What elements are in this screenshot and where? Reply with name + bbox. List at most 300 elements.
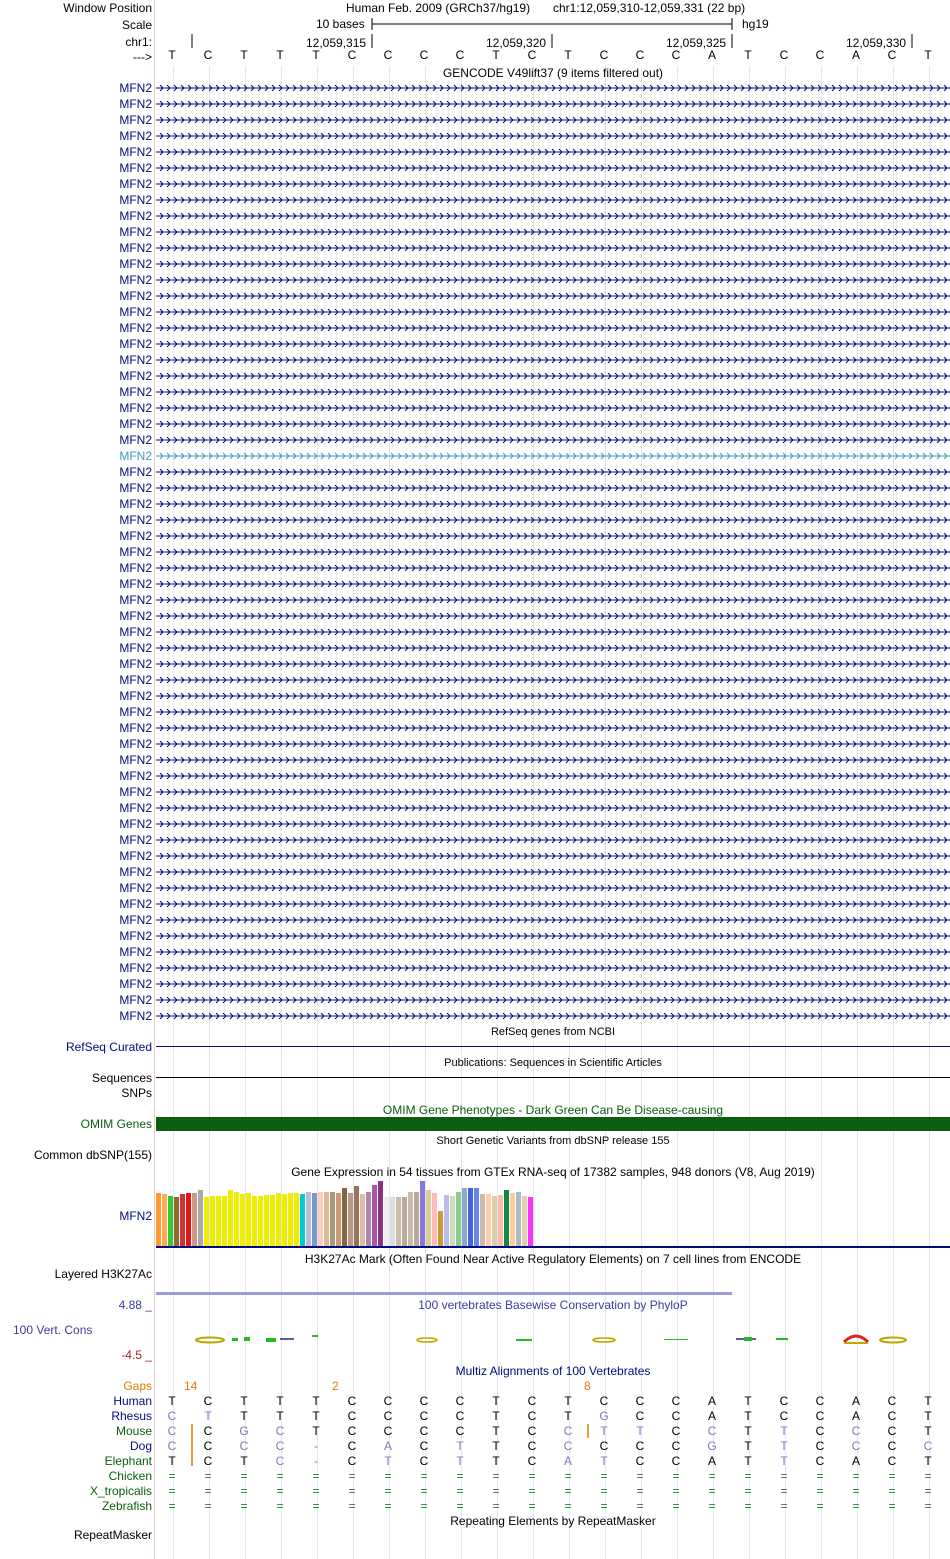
gencode-transcript-label[interactable]: MFN2 — [119, 321, 152, 335]
repeatmasker-label[interactable]: RepeatMasker — [73, 1528, 152, 1542]
alignment-base: C — [203, 1394, 213, 1408]
alignment-base: G — [599, 1409, 609, 1423]
alignment-base: A — [563, 1454, 572, 1468]
alignment-base: C — [671, 1409, 681, 1423]
alignment-base: T — [240, 1394, 248, 1408]
alignment-base: = — [240, 1469, 248, 1483]
alignment-base: = — [672, 1469, 680, 1483]
dna-base: C — [527, 48, 537, 62]
gencode-transcript-label[interactable]: MFN2 — [119, 337, 152, 351]
alignment-base: T — [492, 1424, 500, 1438]
alignment-base: T — [636, 1424, 644, 1438]
alignment-base: = — [564, 1469, 572, 1483]
alignment-base: T — [780, 1424, 788, 1438]
snps-label[interactable]: SNPs — [121, 1086, 152, 1100]
gencode-transcript-label[interactable]: MFN2 — [119, 721, 152, 735]
alignment-base: C — [635, 1409, 645, 1423]
alignment-base: C — [887, 1409, 897, 1423]
gencode-transcript-label[interactable]: MFN2 — [119, 801, 152, 815]
gencode-transcript-label[interactable]: MFN2 — [119, 689, 152, 703]
alignment-base: G — [707, 1439, 717, 1453]
alignment-base: C — [887, 1424, 897, 1438]
alignment-base: = — [816, 1499, 824, 1513]
gencode-transcript-label[interactable]: MFN2 — [119, 353, 152, 367]
refseq-track-title[interactable]: RefSeq genes from NCBI — [490, 1026, 616, 1038]
species-label[interactable]: X_tropicalis — [89, 1484, 152, 1498]
alignment-base: T — [384, 1454, 392, 1468]
alignment-base: = — [456, 1484, 464, 1498]
alignment-base: C — [635, 1439, 645, 1453]
alignment-base: C — [383, 1409, 393, 1423]
alignment-base: C — [887, 1394, 897, 1408]
alignment-base: = — [708, 1484, 716, 1498]
alignment-base: C — [599, 1394, 609, 1408]
alignment-base: = — [348, 1499, 356, 1513]
alignment-base: C — [167, 1439, 177, 1453]
gencode-transcript-label[interactable]: MFN2 — [119, 209, 152, 223]
alignment-base: T — [744, 1439, 752, 1453]
gencode-transcript-label[interactable]: MFN2 — [119, 289, 152, 303]
alignment-base: T — [492, 1439, 500, 1453]
alignment-base: C — [635, 1454, 645, 1468]
gencode-transcript-label[interactable]: MFN2 — [119, 225, 152, 239]
dna-base: C — [599, 48, 609, 62]
gencode-transcript-label[interactable]: MFN2 — [119, 177, 152, 191]
repeatmasker-track-title[interactable]: Repeating Elements by RepeatMasker — [450, 1514, 656, 1528]
alignment-base: = — [744, 1499, 752, 1513]
alignment-base: C — [815, 1424, 825, 1438]
gencode-transcript-label[interactable]: MFN2 — [119, 705, 152, 719]
alignment-base: C — [527, 1394, 537, 1408]
gencode-transcript-label[interactable]: MFN2 — [119, 145, 152, 159]
alignment-base: = — [708, 1469, 716, 1483]
alignment-base: C — [527, 1439, 537, 1453]
alignment-base: C — [455, 1394, 465, 1408]
alignment-base: T — [744, 1409, 752, 1423]
alignment-base: = — [276, 1484, 284, 1498]
refseq-label[interactable]: RefSeq Curated — [65, 1040, 152, 1054]
alignment-base: C — [563, 1424, 573, 1438]
alignment-base: = — [924, 1499, 932, 1513]
window-position-label: Window Position — [63, 1, 152, 15]
dbsnp-label[interactable]: Common dbSNP(155) — [33, 1148, 152, 1162]
alignment-base: T — [276, 1394, 284, 1408]
alignment-base: C — [779, 1394, 789, 1408]
gencode-transcript-label[interactable]: MFN2 — [119, 241, 152, 255]
gencode-transcript-label[interactable]: MFN2 — [119, 465, 152, 479]
alignment-base: T — [924, 1424, 932, 1438]
alignment-base: C — [203, 1454, 213, 1468]
alignment-base: = — [456, 1469, 464, 1483]
alignment-base: = — [780, 1469, 788, 1483]
gencode-transcript-label[interactable]: MFN2 — [119, 625, 152, 639]
alignment-base: = — [168, 1469, 176, 1483]
alignment-base: = — [852, 1469, 860, 1483]
alignment-base: = — [744, 1469, 752, 1483]
alignment-base: T — [780, 1439, 788, 1453]
alignment-base: = — [600, 1484, 608, 1498]
gencode-transcript-label[interactable]: MFN2 — [119, 561, 152, 575]
alignment-base: = — [924, 1469, 932, 1483]
alignment-base: = — [672, 1499, 680, 1513]
alignment-base: = — [852, 1499, 860, 1513]
alignment-base: T — [276, 1409, 284, 1423]
dna-base: C — [419, 48, 429, 62]
gencode-transcript-label[interactable]: MFN2 — [119, 673, 152, 687]
alignment-base: C — [347, 1454, 357, 1468]
gencode-transcript-label[interactable]: MFN2 — [119, 929, 152, 943]
species-label[interactable]: Dog — [129, 1439, 152, 1453]
alignment-base: T — [456, 1439, 464, 1453]
alignment-base: = — [384, 1469, 392, 1483]
gencode-transcript-label[interactable]: MFN2 — [119, 897, 152, 911]
alignment-base: = — [888, 1484, 896, 1498]
gencode-transcript-label[interactable]: MFN2 — [119, 449, 152, 463]
alignment-base: C — [275, 1424, 285, 1438]
alignment-base: A — [851, 1409, 860, 1423]
gap-count: 14 — [184, 1379, 198, 1393]
gencode-transcript-label[interactable]: MFN2 — [119, 113, 152, 127]
gtex-track-title[interactable]: Gene Expression in 54 tissues from GTEx RNA-seq of 17382 samples, 948 donors (V8, Aug 2019) — [291, 1165, 815, 1179]
dna-base: C — [203, 48, 213, 62]
alignment-base: T — [492, 1454, 500, 1468]
dna-base: A — [851, 48, 860, 62]
alignment-base: = — [600, 1499, 608, 1513]
tick-label: 12,059,330 — [846, 36, 907, 50]
dna-base: T — [276, 48, 284, 62]
alignment-base: C — [815, 1394, 825, 1408]
gencode-transcript-label[interactable]: MFN2 — [119, 961, 152, 975]
db-name: hg19 — [742, 17, 769, 31]
position-range[interactable]: chr1:12,059,310-12,059,331 (22 bp) — [553, 1, 746, 15]
alignment-base: = — [924, 1484, 932, 1498]
gencode-transcript-label[interactable]: MFN2 — [119, 945, 152, 959]
alignment-base: C — [419, 1439, 429, 1453]
gap-count: 2 — [332, 1379, 339, 1393]
alignment-base: T — [924, 1454, 932, 1468]
gencode-transcript-label[interactable]: MFN2 — [119, 529, 152, 543]
alignment-base: = — [564, 1499, 572, 1513]
species-label[interactable]: Elephant — [104, 1454, 152, 1468]
alignment-base: = — [204, 1499, 212, 1513]
gencode-transcript-label[interactable]: MFN2 — [119, 753, 152, 767]
alignment-base: = — [168, 1484, 176, 1498]
alignment-base: = — [204, 1469, 212, 1483]
alignment-base: = — [816, 1469, 824, 1483]
alignment-base: = — [492, 1469, 500, 1483]
gencode-transcript-label[interactable]: MFN2 — [119, 481, 152, 495]
alignment-base: T — [168, 1454, 176, 1468]
alignment-base: T — [312, 1394, 320, 1408]
alignment-base: C — [815, 1454, 825, 1468]
alignment-base: C — [203, 1439, 213, 1453]
tick-label: 12,059,325 — [666, 36, 727, 50]
gencode-transcript-label[interactable]: MFN2 — [119, 193, 152, 207]
gencode-transcript-label[interactable]: MFN2 — [119, 865, 152, 879]
species-label[interactable]: Zebrafish — [101, 1499, 152, 1513]
alignment-base: C — [419, 1454, 429, 1468]
alignment-base: - — [314, 1454, 318, 1468]
alignment-base: C — [419, 1394, 429, 1408]
gencode-transcript-label[interactable]: MFN2 — [119, 273, 152, 287]
alignment-base: = — [888, 1469, 896, 1483]
alignment-base: = — [420, 1484, 428, 1498]
alignment-base: C — [671, 1454, 681, 1468]
gencode-transcript-label[interactable]: MFN2 — [119, 993, 152, 1007]
phylop-label[interactable]: 100 Vert. Cons — [13, 1323, 93, 1337]
scale-text: 10 bases — [316, 17, 365, 31]
alignment-base: C — [347, 1409, 357, 1423]
alignment-base: C — [779, 1409, 789, 1423]
gencode-track-title[interactable]: GENCODE V49lift37 (9 items filtered out) — [442, 66, 664, 80]
alignment-base: C — [707, 1424, 717, 1438]
dna-base: T — [924, 48, 932, 62]
alignment-base: C — [563, 1439, 573, 1453]
alignment-base: C — [419, 1424, 429, 1438]
alignment-base: C — [599, 1439, 609, 1453]
alignment-base: = — [312, 1469, 320, 1483]
alignment-base: G — [239, 1424, 249, 1438]
species-label[interactable]: Rhesus — [111, 1409, 152, 1423]
alignment-base: = — [276, 1469, 284, 1483]
gencode-transcript-label[interactable]: MFN2 — [119, 657, 152, 671]
alignment-base: = — [240, 1499, 248, 1513]
alignment-base: = — [348, 1469, 356, 1483]
alignment-base: C — [239, 1439, 249, 1453]
alignment-base: = — [312, 1484, 320, 1498]
gencode-transcript-label[interactable]: MFN2 — [119, 785, 152, 799]
alignment-base: = — [636, 1469, 644, 1483]
gencode-transcript-label[interactable]: MFN2 — [119, 577, 152, 591]
alignment-base: T — [312, 1424, 320, 1438]
chrom-label: chr1: — [125, 35, 152, 49]
alignment-base: = — [708, 1499, 716, 1513]
species-label[interactable]: Human — [113, 1394, 152, 1408]
alignment-base: = — [780, 1499, 788, 1513]
alignment-base: = — [420, 1499, 428, 1513]
alignment-base: = — [600, 1469, 608, 1483]
gencode-transcript-label[interactable]: MFN2 — [119, 849, 152, 863]
alignment-base: = — [384, 1499, 392, 1513]
alignment-base: C — [887, 1454, 897, 1468]
gaps-label: Gaps — [123, 1379, 152, 1393]
alignment-base: = — [636, 1499, 644, 1513]
alignment-base: = — [312, 1499, 320, 1513]
publications-track-title[interactable]: Publications: Sequences in Scientific Articles — [444, 1057, 662, 1069]
gencode-transcript-label[interactable]: MFN2 — [119, 161, 152, 175]
gencode-transcript-label[interactable]: MFN2 — [119, 257, 152, 271]
scale-label: Scale — [121, 18, 152, 32]
alignment-base: C — [203, 1424, 213, 1438]
species-label[interactable]: Mouse — [115, 1424, 152, 1438]
alignment-base: T — [600, 1424, 608, 1438]
alignment-base: C — [527, 1424, 537, 1438]
alignment-base: C — [383, 1424, 393, 1438]
alignment-base: = — [528, 1469, 536, 1483]
alignment-base: C — [347, 1439, 357, 1453]
gencode-transcript-label[interactable]: MFN2 — [119, 737, 152, 751]
dna-base: C — [779, 48, 789, 62]
alignment-base: C — [851, 1439, 861, 1453]
omim-track-title[interactable]: OMIM Gene Phenotypes - Dark Green Can Be Disease-causing — [382, 1103, 724, 1117]
alignment-base: C — [419, 1409, 429, 1423]
alignment-base: = — [672, 1484, 680, 1498]
alignment-base: A — [707, 1454, 716, 1468]
phylop-track-title[interactable]: 100 vertebrates Basewise Conservation by PhyloP — [418, 1298, 688, 1312]
alignment-base: = — [528, 1499, 536, 1513]
alignment-base: C — [347, 1394, 357, 1408]
alignment-base: C — [383, 1394, 393, 1408]
gencode-transcript-label[interactable]: MFN2 — [119, 497, 152, 511]
gencode-transcript-label[interactable]: MFN2 — [119, 881, 152, 895]
alignment-base: C — [455, 1424, 465, 1438]
alignment-base: T — [240, 1409, 248, 1423]
gencode-transcript-label[interactable]: MFN2 — [119, 545, 152, 559]
alignment-base: T — [564, 1409, 572, 1423]
alignment-base: T — [600, 1454, 608, 1468]
alignment-base: C — [815, 1409, 825, 1423]
dna-base: T — [744, 48, 752, 62]
gencode-transcript-label[interactable]: MFN2 — [119, 513, 152, 527]
alignment-base: = — [384, 1484, 392, 1498]
alignment-base: C — [851, 1424, 861, 1438]
alignment-base: A — [851, 1394, 860, 1408]
gap-count: 8 — [584, 1379, 591, 1393]
gencode-transcript-label[interactable]: MFN2 — [119, 1009, 152, 1023]
gencode-transcript-label[interactable]: MFN2 — [119, 433, 152, 447]
alignment-base: C — [671, 1439, 681, 1453]
gencode-transcript-label[interactable]: MFN2 — [119, 129, 152, 143]
omim-label[interactable]: OMIM Genes — [80, 1117, 152, 1131]
dna-base: C — [815, 48, 825, 62]
alignment-base: T — [924, 1394, 932, 1408]
alignment-base: C — [167, 1409, 177, 1423]
alignment-base: = — [564, 1484, 572, 1498]
alignment-base: T — [744, 1424, 752, 1438]
strand-label: ---> — [133, 50, 152, 64]
alignment-base: = — [492, 1499, 500, 1513]
gencode-transcript-label[interactable]: MFN2 — [119, 977, 152, 991]
dna-base: C — [635, 48, 645, 62]
alignment-base: = — [492, 1484, 500, 1498]
dna-base: C — [347, 48, 357, 62]
h3k27ac-track-title[interactable]: H3K27Ac Mark (Often Found Near Active Regulatory Elements) on 7 cell lines from ENCODE — [304, 1252, 802, 1266]
gtex-label[interactable]: MFN2 — [119, 1209, 152, 1223]
alignment-base: C — [275, 1454, 285, 1468]
alignment-base: T — [312, 1409, 320, 1423]
alignment-base: = — [816, 1484, 824, 1498]
gencode-transcript-label[interactable]: MFN2 — [119, 385, 152, 399]
alignment-base: = — [852, 1484, 860, 1498]
alignment-base: = — [888, 1499, 896, 1513]
dna-base: C — [671, 48, 681, 62]
gencode-transcript-label[interactable]: MFN2 — [119, 913, 152, 927]
multiz-track-title[interactable]: Multiz Alignments of 100 Vertebrates — [455, 1364, 651, 1378]
gencode-transcript-label[interactable]: MFN2 — [119, 81, 152, 95]
alignment-base: T — [168, 1394, 176, 1408]
tick-label: 12,059,315 — [306, 36, 367, 50]
alignment-base: C — [671, 1394, 681, 1408]
alignment-base: T — [240, 1454, 248, 1468]
alignment-base: = — [744, 1484, 752, 1498]
dna-base: A — [707, 48, 716, 62]
alignment-base: T — [564, 1394, 572, 1408]
gencode-transcript-label[interactable]: MFN2 — [119, 305, 152, 319]
alignment-base: = — [636, 1484, 644, 1498]
gencode-transcript-label[interactable]: MFN2 — [119, 817, 152, 831]
gencode-transcript-label[interactable]: MFN2 — [119, 593, 152, 607]
alignment-base: = — [204, 1484, 212, 1498]
phylop-min: -4.5 _ — [121, 1348, 152, 1362]
alignment-base: = — [780, 1484, 788, 1498]
alignment-base: C — [887, 1439, 897, 1453]
assembly-name: Human Feb. 2009 (GRCh37/hg19) — [346, 1, 531, 15]
alignment-base: T — [492, 1409, 500, 1423]
tick-label: 12,059,320 — [486, 36, 547, 50]
alignment-base: T — [456, 1454, 464, 1468]
gencode-transcript-label[interactable]: MFN2 — [119, 417, 152, 431]
dbsnp-track-title[interactable]: Short Genetic Variants from dbSNP release 155 — [436, 1135, 670, 1147]
phylop-max: 4.88 _ — [118, 1298, 152, 1312]
alignment-base: = — [420, 1469, 428, 1483]
alignment-base: T — [744, 1454, 752, 1468]
gencode-transcript-label[interactable]: MFN2 — [119, 609, 152, 623]
alignment-base: C — [635, 1394, 645, 1408]
dna-base: T — [492, 48, 500, 62]
gencode-transcript-label[interactable]: MFN2 — [119, 641, 152, 655]
alignment-base: C — [275, 1439, 285, 1453]
alignment-base: C — [671, 1424, 681, 1438]
alignment-base: T — [204, 1409, 212, 1423]
alignment-base: C — [167, 1424, 177, 1438]
alignment-base: T — [744, 1394, 752, 1408]
dna-base: T — [564, 48, 572, 62]
dna-base: C — [383, 48, 393, 62]
alignment-base: C — [455, 1409, 465, 1423]
gencode-transcript-label[interactable]: MFN2 — [119, 97, 152, 111]
alignment-base: C — [347, 1424, 357, 1438]
species-label[interactable]: Chicken — [108, 1469, 152, 1483]
alignment-base: C — [527, 1454, 537, 1468]
dna-base: C — [887, 48, 897, 62]
alignment-base: = — [240, 1484, 248, 1498]
alignment-base: A — [707, 1409, 716, 1423]
gencode-transcript-label[interactable]: MFN2 — [119, 369, 152, 383]
alignment-base: = — [528, 1484, 536, 1498]
h3k27ac-label[interactable]: Layered H3K27Ac — [54, 1267, 152, 1281]
alignment-base: - — [314, 1439, 318, 1453]
alignment-base: C — [527, 1409, 537, 1423]
alignment-base: = — [168, 1499, 176, 1513]
alignment-base: T — [780, 1454, 788, 1468]
gencode-transcript-label[interactable]: MFN2 — [119, 769, 152, 783]
alignment-base: = — [276, 1499, 284, 1513]
dna-base: T — [312, 48, 320, 62]
gencode-transcript-label[interactable]: MFN2 — [119, 401, 152, 415]
alignment-base: A — [383, 1439, 392, 1453]
alignment-base: C — [815, 1439, 825, 1453]
publications-label[interactable]: Sequences — [91, 1071, 152, 1085]
alignment-base: C — [923, 1439, 933, 1453]
gencode-transcript-label[interactable]: MFN2 — [119, 833, 152, 847]
alignment-base: A — [707, 1394, 716, 1408]
dna-base: T — [168, 48, 176, 62]
alignment-base: = — [348, 1484, 356, 1498]
alignment-base: T — [924, 1409, 932, 1423]
alignment-base: = — [456, 1499, 464, 1513]
dna-base: C — [455, 48, 465, 62]
dna-base: T — [240, 48, 248, 62]
